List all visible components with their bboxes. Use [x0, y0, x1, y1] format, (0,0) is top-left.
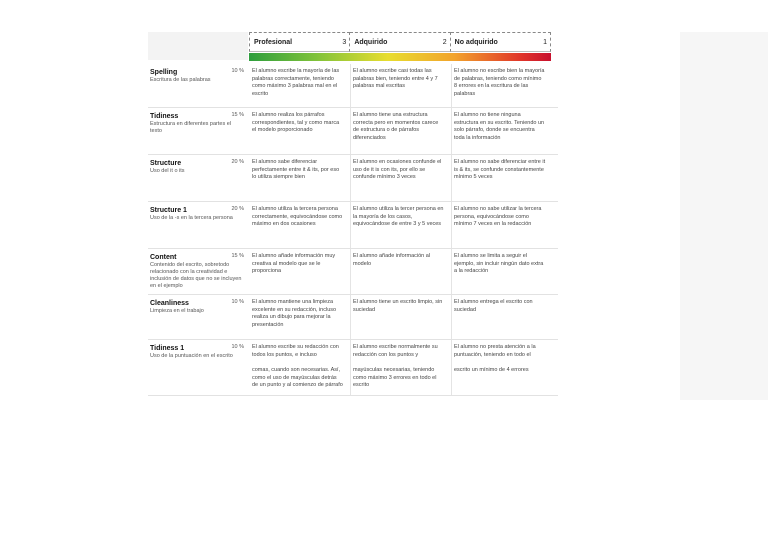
criterion-row-tidiness-1 — [148, 340, 558, 396]
level-descriptor[interactable]: El alumno realiza los párrafos correspondientes, tal y como marca el modelo proporcionado — [252, 112, 340, 134]
level-descriptor[interactable]: El alumno sabe diferenciar perfectamente entre it & its, por eso lo utiliza siempre bien — [252, 159, 340, 181]
right-margin — [680, 32, 768, 400]
column-divider — [451, 340, 452, 395]
level-descriptor[interactable]: El alumno no sabe utilizar la tercera persona, equivocándose como mínimo 7 veces en la redacción — [454, 206, 542, 228]
criterion-row-structure-1 — [148, 202, 558, 249]
criterion-name: Structure — [150, 160, 182, 167]
level-points: 1 — [543, 39, 547, 46]
criterion-weight: 10 % — [231, 68, 244, 74]
criterion-row-cleanliness — [148, 295, 558, 340]
criterion-info — [150, 253, 244, 290]
criterion-info — [150, 206, 244, 222]
column-divider — [350, 108, 351, 154]
column-divider — [451, 155, 452, 201]
level-label: Adquirido — [354, 39, 388, 46]
criteria-table — [148, 64, 558, 396]
rubric-page — [148, 32, 768, 400]
criterion-description: Uso de la -s en la tercera persona — [150, 215, 233, 221]
level-header-professional[interactable] — [249, 32, 350, 52]
level-descriptor[interactable]: El alumno añade información al modelo — [353, 253, 431, 267]
column-divider — [451, 202, 452, 248]
column-divider — [350, 202, 351, 248]
criterion-description: Escritura de las palabras — [150, 77, 211, 83]
criterion-description: Uso del it o its — [150, 168, 185, 174]
criterion-name: Spelling — [150, 69, 178, 76]
criterion-row-structure — [148, 155, 558, 202]
criterion-info — [150, 112, 244, 135]
column-divider — [350, 64, 351, 107]
level-descriptor[interactable]: El alumno se limita a seguir el ejemplo, sin incluir ningún dato extra a la redacción — [454, 253, 544, 275]
column-divider — [451, 64, 452, 107]
level-descriptor[interactable]: El alumno no tiene ninguna estructura en su escrito. Teniendo un solo párrafo, donde se encuentra toda la información — [454, 112, 545, 141]
level-descriptor[interactable]: El alumno escribe casi todas las palabras bien, teniendo entre 4 y 7 palabras mal escritas — [353, 68, 438, 90]
level-descriptor[interactable]: El alumno no sabe diferenciar entre it is & its, se confunde constantemente mínimo 5 veces — [454, 159, 546, 181]
level-descriptor[interactable]: El alumno utiliza la tercera persona correctamente, equivocándose como máximo en dos ocasiones — [252, 206, 343, 228]
level-header — [249, 32, 551, 52]
level-points: 2 — [442, 39, 447, 46]
column-divider — [451, 108, 452, 154]
level-descriptor[interactable]: El alumno utiliza la tercer persona en la mayoría de los casos, equivocándose de entre 3 y 5 veces — [353, 206, 444, 228]
criterion-weight: 10 % — [231, 299, 244, 305]
criterion-description: Estructura en diferentes partes el texto — [150, 121, 232, 134]
level-header-not-acquired[interactable] — [451, 32, 551, 52]
column-divider — [451, 249, 452, 294]
descriptor-continuation: comas, cuando son necesarias. Así, como el uso de mayúsculas detrás de un punto y al comienzo de párrafo — [252, 367, 343, 389]
level-descriptor[interactable]: El alumno en ocasiones confunde el uso de it is con its, por ello se confunde mínimo 3 veces — [353, 159, 442, 181]
criterion-description: Contenido del escrito, sobretodo relacionado con la creatividad e inclusión de datos que no se incluyen en el ejemplo — [150, 262, 242, 289]
level-descriptor[interactable] — [454, 344, 546, 375]
level-points: 3 — [342, 39, 347, 46]
column-divider — [451, 295, 452, 339]
level-descriptor[interactable]: El alumno mantiene una limpieza excelente en su redacción, incluso realiza un dibujo para mejorar la presentación — [252, 299, 337, 328]
descriptor-part: El alumno no presta atención a la puntuación, teniendo en todo el — [454, 344, 536, 358]
level-header-acquired[interactable] — [350, 32, 450, 52]
criterion-weight: 15 % — [231, 253, 244, 259]
level-descriptor[interactable]: El alumno tiene un escrito limpio, sin suciedad — [353, 299, 443, 313]
column-divider — [350, 295, 351, 339]
criterion-weight: 20 % — [231, 159, 244, 165]
criterion-info — [150, 299, 244, 315]
level-descriptor[interactable]: El alumno añade información muy creativa al modelo que se le proporciona — [252, 253, 336, 275]
level-descriptor[interactable]: El alumno tiene una estructura correcta pero en momentos carece de estructura o de párrafos diferenciados — [353, 112, 439, 141]
criterion-description: Limpieza en el trabajo — [150, 308, 204, 314]
score-gradient-bar — [249, 53, 551, 61]
criterion-name: Tidiness 1 — [150, 345, 185, 352]
criterion-info — [150, 159, 244, 175]
criterion-row-tidiness — [148, 108, 558, 155]
column-divider — [350, 340, 351, 395]
criterion-description: Uso de la puntuación en el escrito — [150, 353, 233, 359]
column-divider — [350, 249, 351, 294]
criterion-name: Structure 1 — [150, 207, 187, 214]
criterion-info — [150, 344, 244, 360]
descriptor-continuation: mayúsculas necesarias, teniendo como máximo 3 errores en todo el escrito — [353, 367, 437, 389]
criterion-weight: 15 % — [231, 112, 244, 118]
level-label: Profesional — [254, 39, 293, 46]
level-descriptor[interactable]: El alumno entrega el escrito con suciedad — [454, 299, 533, 313]
criterion-row-content — [148, 249, 558, 295]
criterion-row-spelling — [148, 64, 558, 108]
level-descriptor[interactable] — [353, 344, 445, 390]
descriptor-part: El alumno escribe normalmente su redacción con los puntos y — [353, 344, 438, 358]
level-label: No adquirido — [454, 39, 498, 46]
criterion-name: Cleanliness — [150, 300, 189, 307]
column-divider — [350, 155, 351, 201]
level-descriptor[interactable]: El alumno no escribe bien la mayoría de palabras, teniendo como mínimo 8 errores en la escritura de las palabras — [454, 68, 545, 97]
descriptor-continuation: escrito un mínimo de 4 errores — [454, 367, 529, 374]
header-corner — [148, 32, 248, 60]
criterion-weight: 20 % — [231, 206, 244, 212]
criterion-name: Tidiness — [150, 113, 179, 120]
criterion-weight: 10 % — [231, 344, 244, 350]
level-descriptor[interactable]: El alumno escribe la mayoría de las palabras correctamente, teniendo como máximo 3 palabras mal en el escrito — [252, 68, 340, 97]
descriptor-part: El alumno escribe su redacción con todos los puntos, e incluso — [252, 344, 339, 358]
criterion-name: Content — [150, 254, 177, 261]
criterion-info — [150, 68, 244, 84]
level-descriptor[interactable] — [252, 344, 344, 390]
